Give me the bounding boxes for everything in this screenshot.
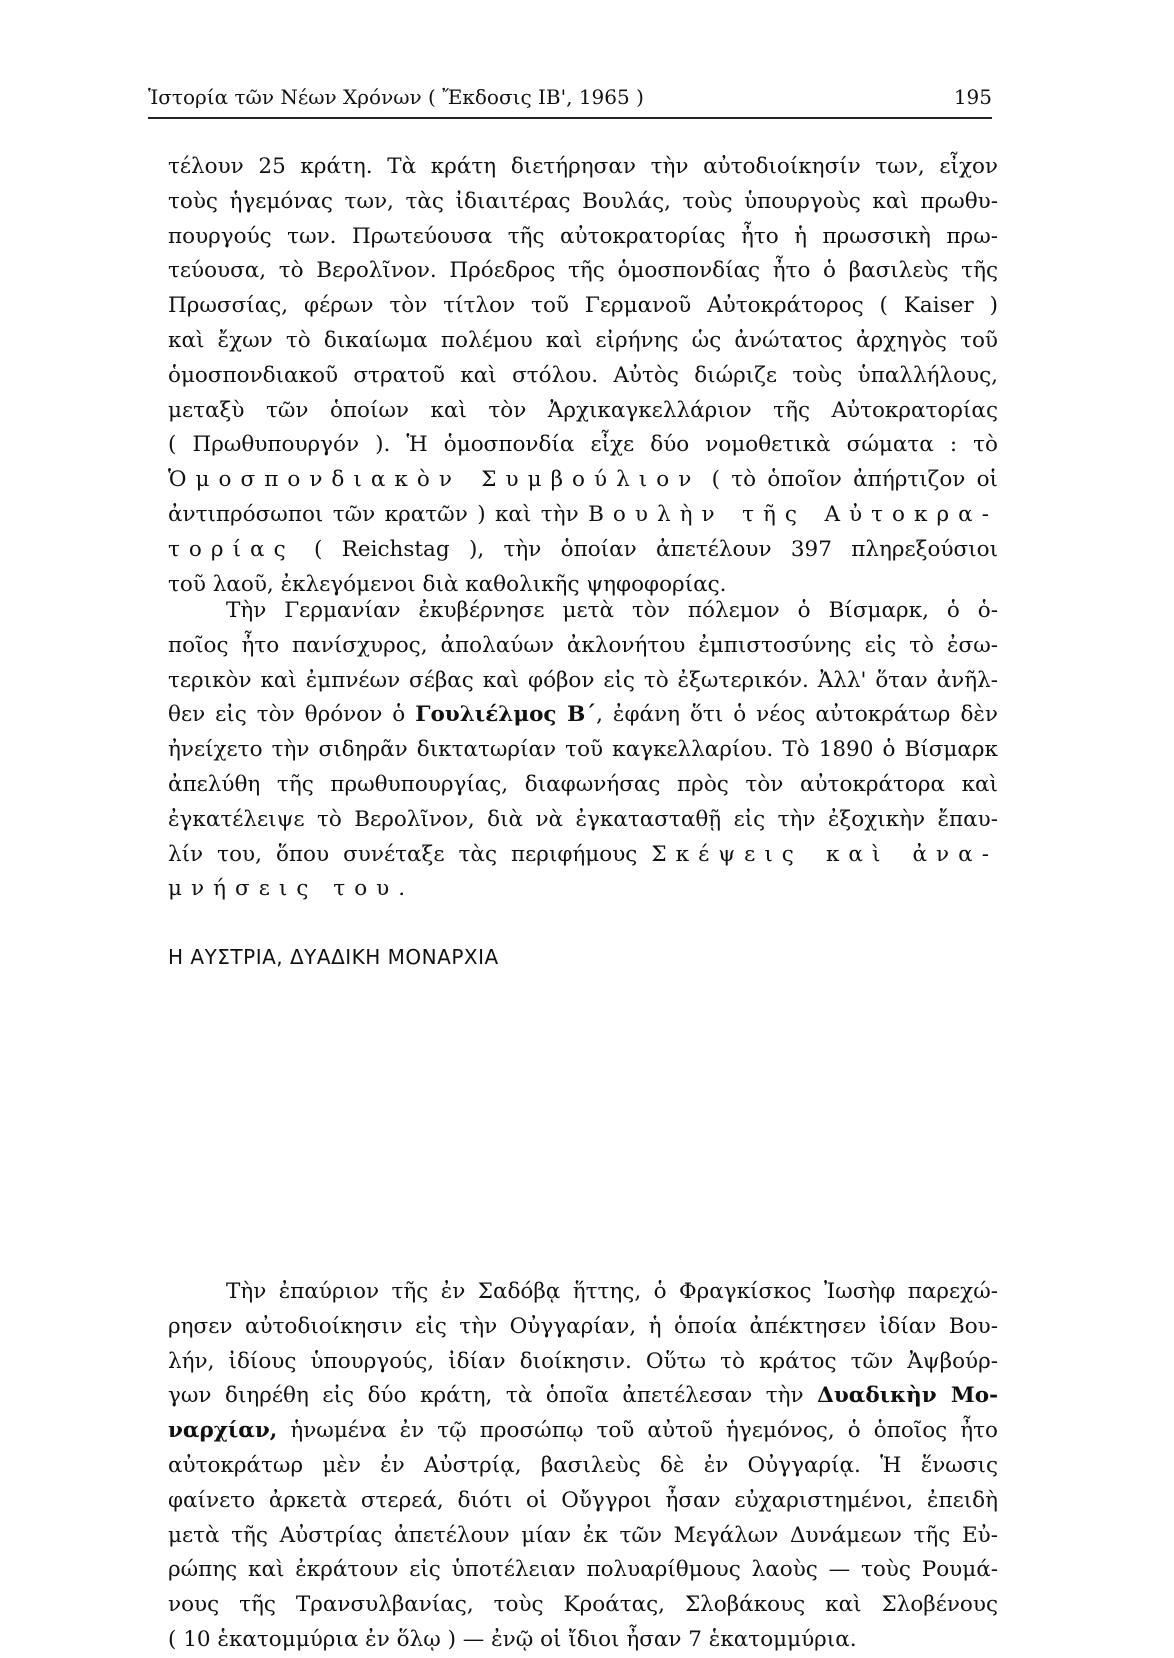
text-line: πουργούς των. Πρωτεύουσα τῆς αὐτοκρατορίας ἦτο ἡ πρωσσικὴ πρω-	[168, 223, 998, 249]
text-line: τοῦ λαοῦ, ἐκλεγόμενοι διὰ καθολικῆς ψηφοφορίας.	[168, 571, 727, 597]
text-line	[168, 533, 998, 568]
paragraph-german-federation	[168, 150, 998, 602]
text-run: , ἐφάνη ὅτι ὁ νέος αὐτοκράτωρ δὲν	[596, 702, 998, 728]
text-line: τέλουν 25 κράτη. Τὰ κράτη διετήρησαν τὴν αὐτοδιοίκησίν των, εἶχον	[168, 154, 998, 179]
text-line: ὁμοσπονδιακοῦ στρατοῦ καὶ στόλου. Αὐτὸς διώριζε τοὺς ὑπαλλήλους,	[168, 362, 998, 388]
text-run: ( Reichstag ), τὴν ὁποίαν ἀπετέλουν 397 πληρεξούσιοι	[294, 536, 998, 562]
text-line	[168, 1414, 998, 1449]
text-run: ( τὸ ὁποῖον ἀπήρτιζον οἱ	[700, 467, 998, 493]
text-run: λίν του, ὅπου συνέταξε τὰς περιφήμους	[168, 841, 652, 867]
text-run: ἡνωμένα ἐν τῷ προσώπῳ τοῦ αὐτοῦ ἡγεμόνος, ὁ ὁποῖος ἦτο	[277, 1418, 998, 1444]
text-line: αὐτοκράτωρ μὲν ἐν Αὐστρίᾳ, βασιλεὺς δὲ ἐν Οὐγγαρίᾳ. Ἡ ἕνωσις	[168, 1452, 998, 1478]
running-title: Ἱστορία τῶν Νέων Χρόνων ( Ἔκδοσις ΙΒ', 1965 )	[148, 85, 644, 109]
text-line: ἀπελύθη τῆς πρωθυπουργίας, διαφωνήσας πρὸς τὸν αὐτοκράτορα καὶ	[168, 771, 998, 797]
text-line: Πρωσσίας, φέρων τὸν τίτλον τοῦ Γερμανοῦ Αὐτοκράτορος ( Kaiser )	[168, 293, 998, 319]
bold-term-wilhelm-ii: Γουλιέλμος Β΄	[415, 702, 597, 728]
spaced-term-federal-council: Ὁμοσπονδιακὸν Συμβούλιον	[168, 467, 701, 493]
text-line: τοὺς ἡγεμόνας των, τὰς ἰδιαιτέρας Βουλάς, τοὺς ὑπουργοὺς καὶ πρωθυ-	[168, 188, 998, 214]
text-line: ( 10 ἑκατομμύρια ἐν ὅλῳ ) — ἐνῷ οἱ ἴδιοι ἦσαν 7 ἑκατομμύρια.	[168, 1626, 857, 1652]
text-line	[168, 698, 998, 733]
text-run: θεν εἰς τὸν θρόνον ὁ	[168, 702, 416, 728]
bold-term-dual-monarchy: Δυαδικὴν Μο-	[817, 1383, 998, 1409]
header-rule	[148, 117, 992, 119]
text-line: φαίνετο ἀρκετὰ στερεά, διότι οἱ Οὔγγροι ἦσαν εὐχαριστημένοι, ἐπειδὴ	[168, 1487, 998, 1513]
section-heading: Η ΑΥΣΤΡΙΑ, ΔΥΑΔΙΚΗ ΜΟΝΑΡΧΙΑ	[168, 945, 499, 969]
text-line: ἐγκατέλειψε τὸ Βερολῖνον, διὰ νὰ ἐγκατασταθῇ εἰς τὴν ἐξοχικὴν ἔπαυ-	[168, 806, 998, 832]
spaced-term-imperial-diet: Βουλὴν τῆς Αὐτοκρα-	[588, 501, 998, 527]
text-line: μνήσεις του.	[168, 876, 415, 902]
text-line: ρησεν αὐτοδιοίκησιν εἰς τὴν Οὐγγαρίαν, ἡ ὁποία ἀπέκτησεν ἰδίαν Βου-	[168, 1313, 998, 1339]
text-line: μεταξὺ τῶν ὁποίων καὶ τὸν Ἀρχικαγκελλάριον τῆς Αὐτοκρατορίας	[168, 397, 998, 423]
text-line: ( Πρωθυπουργόν ). Ἡ ὁμοσπονδία εἶχε δύο νομοθετικὰ σώματα : τὸ	[168, 432, 998, 458]
text-line: ρώπης καὶ ἐκράτουν εἰς ὑποτέλειαν πολυαρίθμους λαοὺς — τοὺς Ρουμά-	[168, 1557, 998, 1583]
text-line: νους τῆς Τρανσυλβανίας, τοὺς Κροάτας, Σλοβάκους καὶ Σλοβένους	[168, 1592, 998, 1618]
page-number: 195	[953, 85, 992, 109]
text-line: ἠνείχετο τὴν σιδηρᾶν δικτατωρίαν τοῦ καγκελλαρίου. Τὸ 1890 ὁ Βίσμαρκ	[168, 737, 998, 763]
text-line: Τὴν Γερμανίαν ἐκυβέρνησε μετὰ τὸν πόλεμον ὁ Βίσμαρκ, ὁ ὁ-	[226, 598, 998, 623]
paragraph-dual-monarchy	[168, 1275, 998, 1658]
bold-term-dual-monarchy-end: ναρχίαν,	[168, 1418, 278, 1444]
text-line	[168, 498, 998, 533]
text-line: λήν, ἰδίους ὑπουργούς, ἰδίαν διοίκησιν. Οὕτω τὸ κράτος τῶν Ἀψβούρ-	[168, 1348, 998, 1374]
text-line: καὶ ἔχων τὸ δικαίωμα πολέμου καὶ εἰρήνης ὡς ἀνώτατος ἀρχηγὸς τοῦ	[168, 327, 998, 353]
text-line: ποῖος ἦτο πανίσχυρος, ἀπολαύων ἀκλονήτου ἐμπιστοσύνης εἰς τὸ ἐσω-	[168, 632, 998, 658]
running-head	[148, 82, 992, 112]
text-line: τεύουσα, τὸ Βερολῖνον. Πρόεδρος τῆς ὁμοσπονδίας ἦτο ὁ βασιλεὺς τῆς	[168, 258, 998, 284]
paragraph-bismarck	[168, 594, 998, 907]
text-run: γων διηρέθη εἰς δύο κράτη, τὰ ὁποῖα ἀπετέλεσαν τὴν	[168, 1383, 818, 1409]
spaced-term-imperial-diet-end: τορίας	[168, 536, 295, 562]
spaced-term-memoirs: Σκέψεις καὶ ἀνα-	[651, 841, 999, 867]
text-line: μετὰ τῆς Αὐστρίας ἀπετέλουν μίαν ἐκ τῶν Μεγάλων Δυνάμεων τῆς Εὐ-	[168, 1522, 998, 1548]
text-line: τερικὸν καὶ ἐμπνέων σέβας καὶ φόβον εἰς τὸ ἐξωτερικόν. Ἀλλ' ὅταν ἀνῆλ-	[168, 667, 998, 693]
text-line	[168, 838, 998, 873]
text-line	[168, 463, 998, 498]
text-line: Τὴν ἐπαύριον τῆς ἐν Σαδόβᾳ ἥττης, ὁ Φραγκίσκος Ἰωσὴφ παρεχώ-	[226, 1279, 998, 1304]
text-line	[168, 1379, 998, 1414]
text-run: ἀντιπρόσωποι τῶν κρατῶν ) καὶ τὴν	[168, 501, 589, 527]
